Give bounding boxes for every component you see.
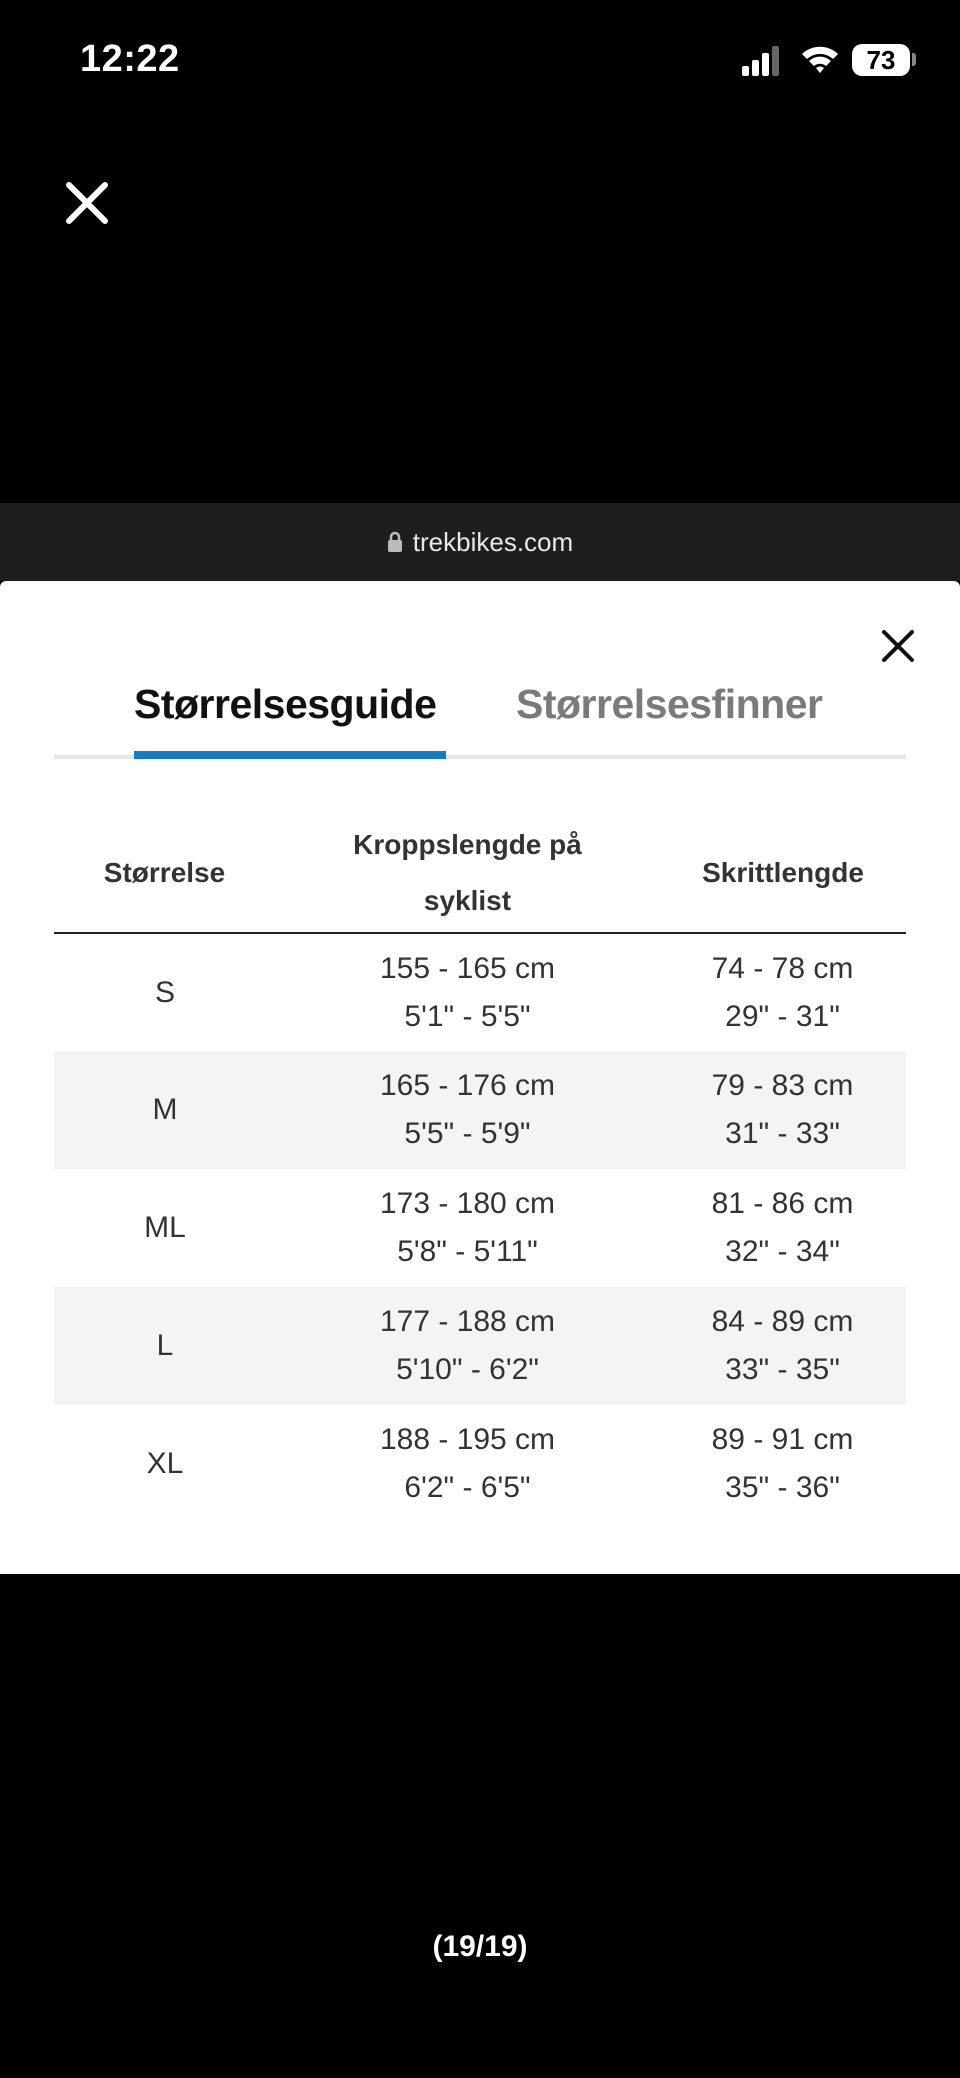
tab-size-finder[interactable]: Størrelsesfinner [516,681,823,727]
active-tab-indicator [134,751,446,759]
inseam-cm: 81 - 86 cm [711,1187,854,1220]
height-ft: 5'1" - 5'5" [404,999,531,1033]
height-ft: 5'8" - 5'11" [397,1235,538,1268]
wifi-icon [800,42,840,76]
height-ft: 5'5" - 5'9" [404,1117,531,1150]
cell-inseam [659,1405,906,1523]
cell-inseam [659,933,906,1051]
header-inseam: Skrittlengde [659,813,906,933]
height-ft: 5'10" - 6'2" [396,1353,539,1386]
status-bar [0,0,960,120]
header-size: Størrelse [54,813,276,933]
height-cm: 188 - 195 cm [379,1423,556,1456]
cell-size: XL [146,1447,184,1480]
cell-body-height [276,1051,659,1169]
lock-icon [387,531,403,553]
cell-size: L [54,1287,276,1405]
size-table [54,813,906,1523]
inseam-cm: 79 - 83 cm [711,1069,854,1102]
inseam-in: 29" - 31" [725,999,840,1033]
cell-body-height [276,1405,659,1523]
cell-inseam [659,1287,906,1405]
header-body-height-label: Kroppslengde på syklist [353,828,582,916]
cell-body-height [276,933,659,1051]
url-bar[interactable] [0,503,960,581]
url-text: trekbikes.com [412,526,574,557]
table-header-row [54,813,906,933]
battery-icon [852,44,910,76]
image-counter: (19/19) [432,1930,528,1963]
height-cm: 177 - 188 cm [379,1305,556,1338]
tab-size-guide[interactable]: Størrelsesguide [134,681,437,727]
height-cm: 155 - 165 cm [379,951,556,985]
table-row [54,933,906,1051]
table-row [54,1287,906,1405]
signal-icon [742,46,780,76]
cell-body-height [276,1169,659,1287]
table-row [54,1051,906,1169]
cell-size: S [154,975,175,1009]
size-guide-modal [0,581,960,1574]
inseam-in: 35" - 36" [725,1471,840,1504]
close-icon[interactable] [878,626,918,666]
close-icon[interactable] [62,178,112,228]
status-time: 12:22 [80,38,180,80]
inseam-in: 32" - 34" [725,1235,840,1268]
inseam-cm: 84 - 89 cm [711,1305,854,1338]
cell-body-height [276,1287,659,1405]
height-cm: 165 - 176 cm [379,1069,556,1102]
inseam-cm: 74 - 78 cm [711,951,854,985]
inseam-in: 31" - 33" [725,1117,840,1150]
battery-level: 73 [866,44,896,75]
inseam-cm: 89 - 91 cm [711,1423,854,1456]
table-row [54,1405,906,1523]
cell-inseam [659,1169,906,1287]
table-row [54,1169,906,1287]
header-body-height [276,813,659,933]
height-ft: 6'2" - 6'5" [404,1471,531,1504]
cell-inseam [659,1051,906,1169]
tab-bar [54,681,906,759]
battery-tip [912,53,916,66]
height-cm: 173 - 180 cm [379,1187,556,1220]
cell-size: ML [144,1211,186,1244]
cell-size: M [54,1051,276,1169]
inseam-in: 33" - 35" [725,1353,840,1386]
